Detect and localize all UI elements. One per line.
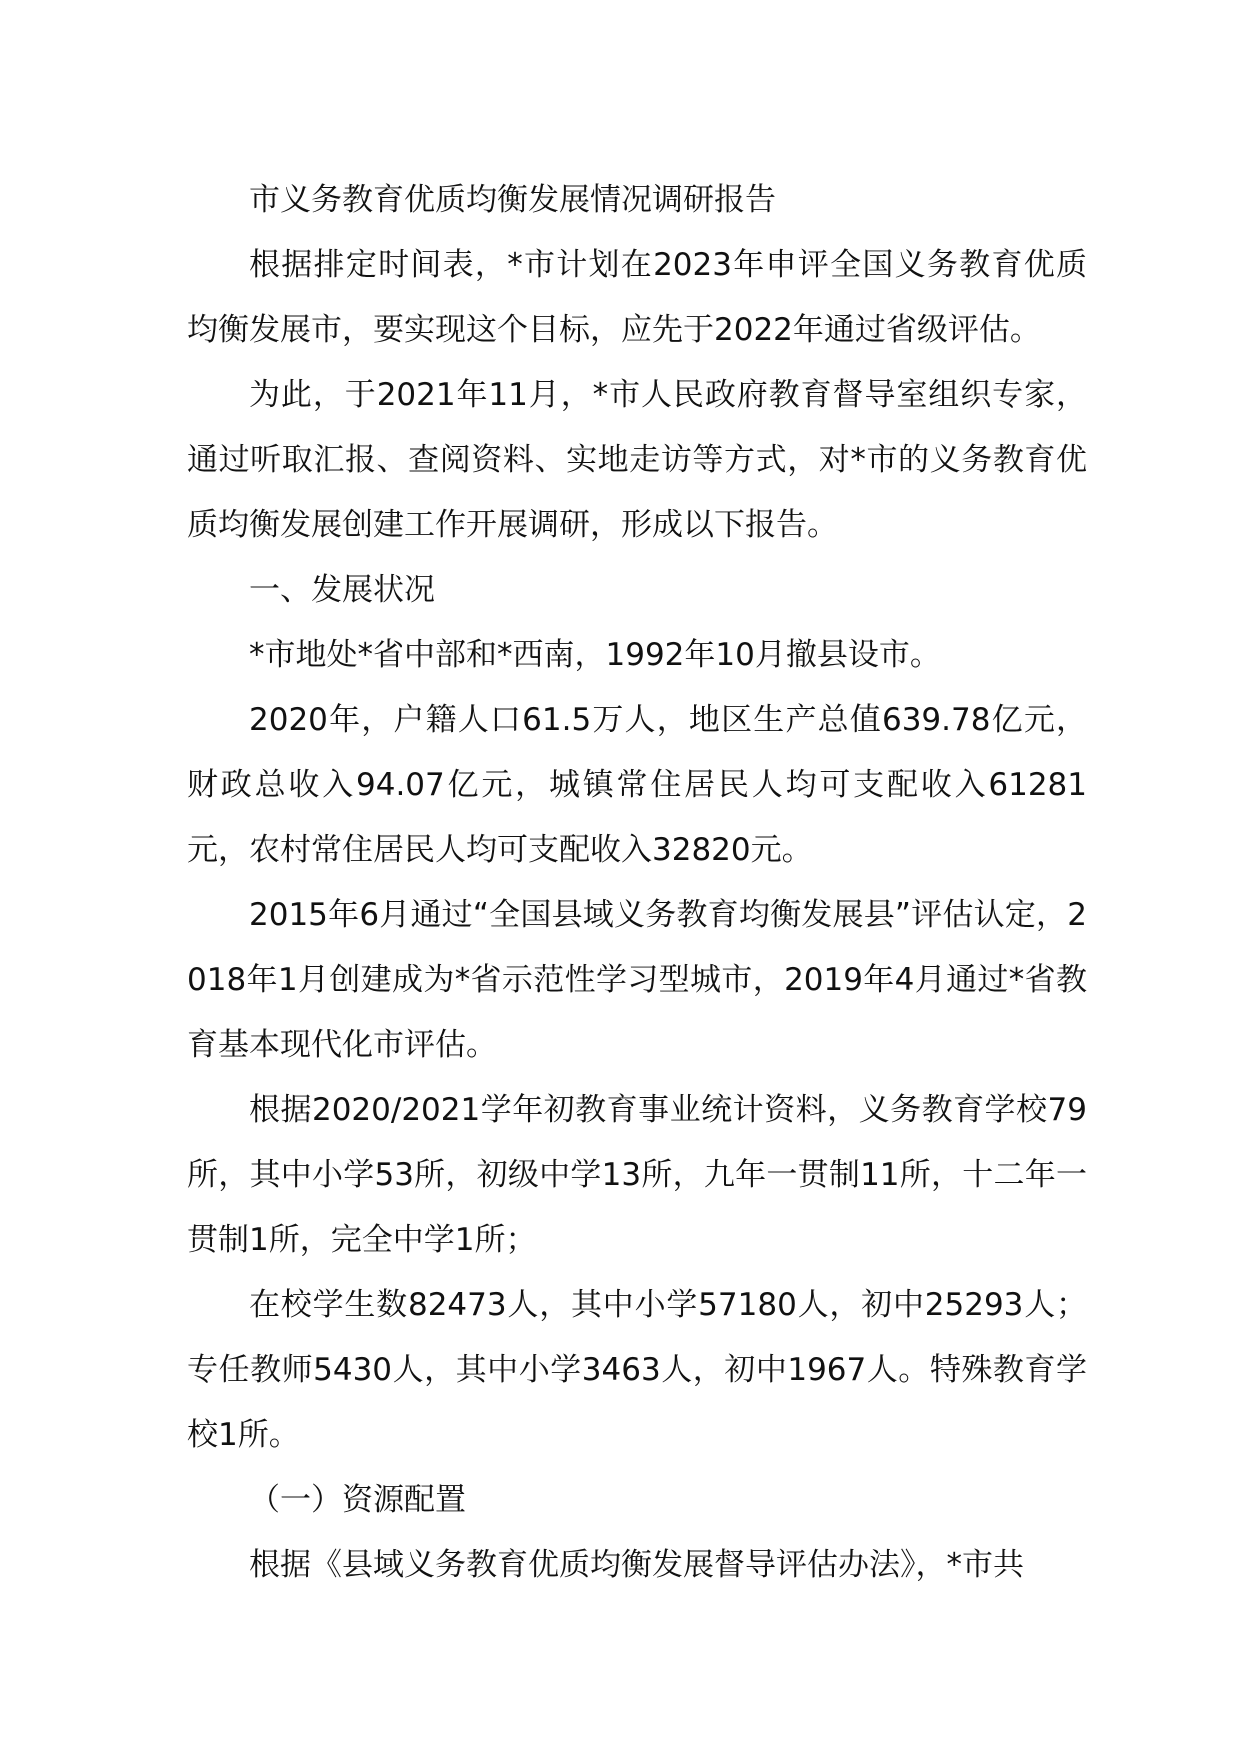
document-body: [187, 168, 1087, 1598]
paragraph-survey: 为此，于2021年11月，*市人民政府教育督导室组织专家，通过听取汇报、查阅资料、实地走访等方式，对*市的义务教育优质均衡发展创建工作开展调研，形成以下报告。: [187, 377, 1087, 543]
paragraph-achievements: 2015年6月通过“全国县域义务教育均衡发展县”评估认定，2018年1月创建成为*省示范性学习型城市，2019年4月通过*省教育基本现代化市评估。: [187, 897, 1087, 1063]
paragraph-resources: 根据《县域义务教育优质均衡发展督导评估办法》，*市共: [249, 1547, 1024, 1583]
section-heading-development: 一、发展状况: [249, 572, 435, 608]
report-title: 市义务教育优质均衡发展情况调研报告: [249, 182, 776, 218]
paragraph-students-teachers: 在校学生数82473人，其中小学57180人，初中25293人；专任教师5430人，其中小学3463人，初中1967人。特殊教育学校1所。: [187, 1287, 1087, 1453]
paragraph-economy: 2020年，户籍人口61.5万人，地区生产总值639.78亿元，财政总收入94.07亿元，城镇常住居民人均可支配收入61281元，农村常住居民人均可支配收入32820元。: [187, 702, 1087, 868]
paragraph-schedule: 根据排定时间表，*市计划在2023年申评全国义务教育优质均衡发展市，要实现这个目标，应先于2022年通过省级评估。: [187, 247, 1087, 348]
subsection-heading-resources: （一）资源配置: [249, 1482, 466, 1518]
paragraph-schools: 根据2020/2021学年初教育事业统计资料，义务教育学校79所，其中小学53所，初级中学13所，九年一贯制11所，十二年一贯制1所，完全中学1所；: [187, 1092, 1087, 1258]
paragraph-location: *市地处*省中部和*西南，1992年10月撤县设市。: [249, 637, 941, 673]
